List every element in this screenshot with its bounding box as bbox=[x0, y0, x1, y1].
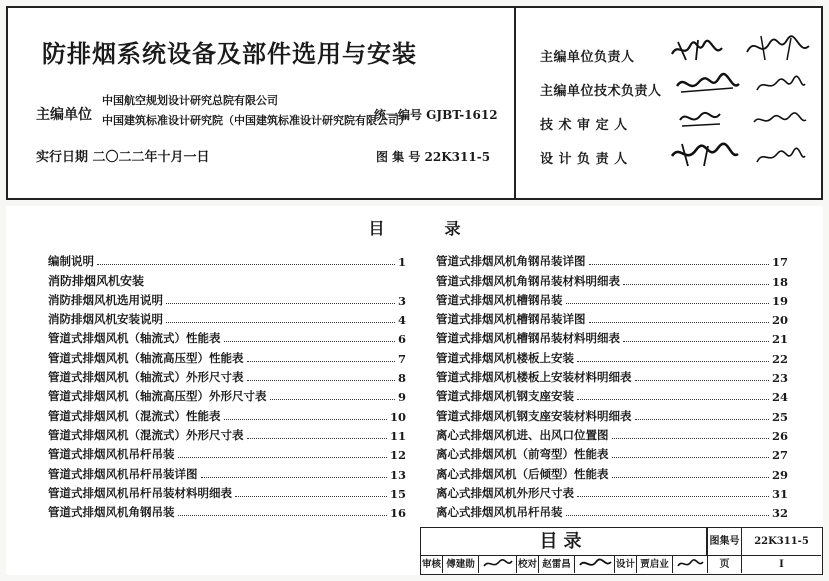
toc-entry-page: 31 bbox=[771, 486, 788, 501]
toc-entry bbox=[48, 269, 406, 288]
toc-leader-dots bbox=[566, 515, 769, 516]
toc-entry-page: 3 bbox=[397, 293, 406, 308]
toc-entry-title: 管道式排烟风机钢支座安装 bbox=[436, 389, 574, 404]
toc-entry bbox=[436, 443, 788, 462]
effective-date: 实行日期 二〇二二年十月一日 bbox=[36, 150, 210, 165]
toc-entry-page: 18 bbox=[771, 274, 788, 289]
signature-2a bbox=[673, 70, 743, 98]
toc-leader-dots bbox=[623, 341, 769, 342]
toc-leader-dots bbox=[247, 380, 395, 381]
toc-leader-dots bbox=[612, 477, 769, 478]
atlas-code: 图 集 号 22K311-5 bbox=[376, 150, 491, 164]
toc-entry bbox=[436, 462, 788, 481]
toc-entry-page: 24 bbox=[771, 390, 788, 405]
signature-4a bbox=[668, 138, 743, 170]
editor-org-2: 中国建筑标准设计研究院（中国建筑标准设计研究院有限公司） bbox=[102, 114, 410, 127]
toc-entry bbox=[436, 366, 788, 385]
toc-leader-dots bbox=[166, 303, 395, 304]
toc-entry-title: 管道式排烟风机（轴流式）性能表 bbox=[48, 331, 221, 346]
reviewer-signature bbox=[479, 556, 517, 573]
signature-4b bbox=[753, 144, 808, 170]
toc-entry-page: 19 bbox=[771, 293, 788, 308]
toc-leader-dots bbox=[224, 419, 387, 420]
toc-entry-page: 20 bbox=[771, 313, 788, 328]
toc-leader-dots bbox=[612, 438, 769, 439]
toc-entry-title: 离心式排烟风机（后倾型）性能表 bbox=[436, 466, 609, 481]
checker-name: 赵雷昌 bbox=[539, 556, 575, 573]
atlas-no-label: 图集号 bbox=[707, 528, 741, 556]
title-block-name: 目录 bbox=[421, 528, 707, 556]
toc-entry-page: 27 bbox=[771, 448, 788, 463]
toc-entry bbox=[48, 482, 406, 501]
signoff-row bbox=[421, 556, 707, 573]
toc-entry-title: 离心式排烟风机进、出风口位置图 bbox=[436, 427, 609, 442]
toc-leader-dots bbox=[97, 264, 395, 265]
signature-3b bbox=[750, 108, 810, 132]
toc-entry-page: 21 bbox=[771, 332, 788, 347]
toc-leader-dots bbox=[589, 322, 769, 323]
reviewer-name: 傅建勋 bbox=[443, 556, 479, 573]
toc-entry-page: 6 bbox=[397, 332, 406, 347]
toc-leader-dots bbox=[247, 361, 395, 362]
toc-entry bbox=[48, 366, 406, 385]
toc-entry bbox=[48, 424, 406, 443]
toc-entry bbox=[48, 289, 406, 308]
toc-leader-dots bbox=[612, 457, 769, 458]
toc-entry bbox=[48, 501, 406, 520]
toc-right-column bbox=[436, 250, 788, 520]
toc-entry-title: 编制说明 bbox=[48, 254, 94, 269]
toc-entry bbox=[436, 385, 788, 404]
atlas-no-value: 22K311-5 bbox=[741, 528, 821, 556]
toc-entry-title: 管道式排烟风机（轴流高压型）外形尺寸表 bbox=[48, 389, 267, 404]
toc-entry bbox=[436, 250, 788, 269]
toc-leader-dots bbox=[270, 399, 395, 400]
toc-leader-dots bbox=[623, 284, 769, 285]
toc-entry-title: 管道式排烟风机（混流式）外形尺寸表 bbox=[48, 427, 244, 442]
toc-entry-title: 管道式排烟风机楼板上安装材料明细表 bbox=[436, 370, 632, 385]
toc-entry bbox=[48, 308, 406, 327]
toc-entry-title: 管道式排烟风机吊杆吊装详图 bbox=[48, 466, 198, 481]
toc-entry-page: 12 bbox=[389, 448, 406, 463]
toc-entry-page: 29 bbox=[771, 467, 788, 482]
toc-entry bbox=[48, 404, 406, 423]
toc-entry bbox=[48, 385, 406, 404]
reviewer-signature-mark bbox=[481, 556, 515, 571]
toc-entry bbox=[48, 462, 406, 481]
toc-entry-page: 7 bbox=[397, 351, 406, 366]
toc-leader-dots bbox=[178, 457, 387, 458]
toc-heading: 目 录 bbox=[368, 219, 461, 238]
toc-leader-dots bbox=[201, 477, 387, 478]
toc-entry-title: 消防排烟风机安装 bbox=[48, 273, 145, 288]
toc-leader-dots bbox=[235, 496, 387, 497]
toc-entry-title: 管道式排烟风机角钢吊装材料明细表 bbox=[436, 273, 620, 288]
toc-entry-page: 17 bbox=[771, 255, 788, 270]
title-block bbox=[420, 527, 823, 575]
toc-leader-dots bbox=[589, 264, 769, 265]
toc-entry-page: 4 bbox=[397, 313, 406, 328]
role-reviewer: 技 术 审 定 人 bbox=[540, 118, 628, 133]
toc-entry-page: 13 bbox=[389, 467, 406, 482]
toc-entry-title: 管道式排烟风机（轴流式）外形尺寸表 bbox=[48, 370, 244, 385]
toc-entry-page: 23 bbox=[771, 371, 788, 386]
toc-leader-dots bbox=[566, 303, 769, 304]
toc-entry bbox=[436, 289, 788, 308]
toc-leader-dots bbox=[166, 322, 395, 323]
page-value: I bbox=[741, 556, 821, 573]
toc-entry-page: 11 bbox=[389, 428, 406, 443]
toc-entry bbox=[436, 424, 788, 443]
toc-entry-title: 消防排烟风机安装说明 bbox=[48, 312, 163, 327]
signature-1b bbox=[743, 32, 813, 64]
toc-entry-page: 22 bbox=[771, 351, 788, 366]
toc-entry-page: 8 bbox=[397, 371, 406, 386]
signature-2b bbox=[753, 72, 808, 98]
toc-leader-dots bbox=[635, 380, 769, 381]
toc-entry-title: 管道式排烟风机吊杆吊装 bbox=[48, 447, 175, 462]
atlas-title: 防排烟系统设备及部件选用与安装 bbox=[42, 40, 417, 68]
toc-leader-dots bbox=[247, 438, 387, 439]
designer-name: 贾启业 bbox=[637, 556, 673, 573]
toc-entry-page: 15 bbox=[389, 486, 406, 501]
toc-entry bbox=[48, 250, 406, 269]
toc-entry-title: 管道式排烟风机角钢吊装详图 bbox=[436, 254, 586, 269]
editor-org-1: 中国航空规划设计研究总院有限公司 bbox=[102, 94, 278, 107]
role-chief-unit: 主编单位负责人 bbox=[540, 50, 635, 65]
signature-1a bbox=[668, 36, 728, 64]
checker-signature-mark bbox=[577, 556, 613, 571]
toc-entry-title: 管道式排烟风机（混流式）性能表 bbox=[48, 408, 221, 423]
toc-leader-dots bbox=[635, 419, 769, 420]
toc-entry bbox=[436, 327, 788, 346]
toc-entry-title: 离心式排烟风机（前弯型）性能表 bbox=[436, 447, 609, 462]
designer-signature bbox=[673, 556, 707, 573]
toc-entry-title: 管道式排烟风机吊杆吊装材料明细表 bbox=[48, 485, 232, 500]
toc-leader-dots bbox=[577, 399, 769, 400]
toc-entry-title: 管道式排烟风机楼板上安装 bbox=[436, 350, 574, 365]
toc-leader-dots bbox=[178, 515, 387, 516]
toc-leader-dots bbox=[577, 361, 769, 362]
toc-entry-title: 管道式排烟风机槽钢吊装材料明细表 bbox=[436, 331, 620, 346]
table-of-contents bbox=[6, 206, 823, 575]
role-design-lead: 设 计 负 责 人 bbox=[540, 152, 628, 167]
editor-label: 主编单位 bbox=[36, 107, 92, 123]
toc-entry-page: 25 bbox=[771, 409, 788, 424]
page-label: 页 bbox=[707, 556, 741, 573]
toc-entry-title: 管道式排烟风机（轴流高压型）性能表 bbox=[48, 350, 244, 365]
checker-signature bbox=[575, 556, 615, 573]
header-divider bbox=[514, 8, 516, 198]
toc-entry-page: 1 bbox=[397, 255, 406, 270]
toc-entry bbox=[436, 482, 788, 501]
designer-signature-mark bbox=[675, 556, 705, 571]
check-label: 校对 bbox=[517, 556, 539, 573]
toc-entry-title: 管道式排烟风机角钢吊装 bbox=[48, 505, 175, 520]
design-label: 设计 bbox=[615, 556, 637, 573]
toc-entry bbox=[436, 501, 788, 520]
toc-entry-title: 管道式排烟风机钢支座安装材料明细表 bbox=[436, 408, 632, 423]
toc-entry-title: 离心式排烟风机外形尺寸表 bbox=[436, 485, 574, 500]
toc-entry bbox=[436, 346, 788, 365]
toc-entry-title: 管道式排烟风机槽钢吊装详图 bbox=[436, 312, 586, 327]
signature-3a bbox=[676, 106, 726, 132]
role-tech-chief: 主编单位技术负责人 bbox=[540, 84, 662, 99]
toc-entry-page: 16 bbox=[389, 506, 406, 521]
cover-header bbox=[6, 6, 823, 200]
toc-entry-page: 9 bbox=[397, 390, 406, 405]
toc-entry bbox=[436, 404, 788, 423]
toc-entry bbox=[48, 346, 406, 365]
toc-entry-title: 管道式排烟风机槽钢吊装 bbox=[436, 292, 563, 307]
toc-entry-title: 离心式排烟风机吊杆吊装 bbox=[436, 505, 563, 520]
toc-entry-title: 消防排烟风机选用说明 bbox=[48, 292, 163, 307]
unified-code: 统一编号 GJBT-1612 bbox=[374, 108, 498, 122]
toc-entry bbox=[48, 327, 406, 346]
toc-leader-dots bbox=[224, 341, 395, 342]
toc-entry bbox=[48, 443, 406, 462]
toc-leader-dots bbox=[577, 496, 769, 497]
review-label: 审核 bbox=[421, 556, 443, 573]
toc-entry bbox=[436, 269, 788, 288]
toc-entry-page: 10 bbox=[389, 409, 406, 424]
toc-entry-page: 32 bbox=[771, 506, 788, 521]
toc-left-column bbox=[48, 250, 406, 520]
toc-entry bbox=[436, 308, 788, 327]
toc-entry-page: 26 bbox=[771, 428, 788, 443]
